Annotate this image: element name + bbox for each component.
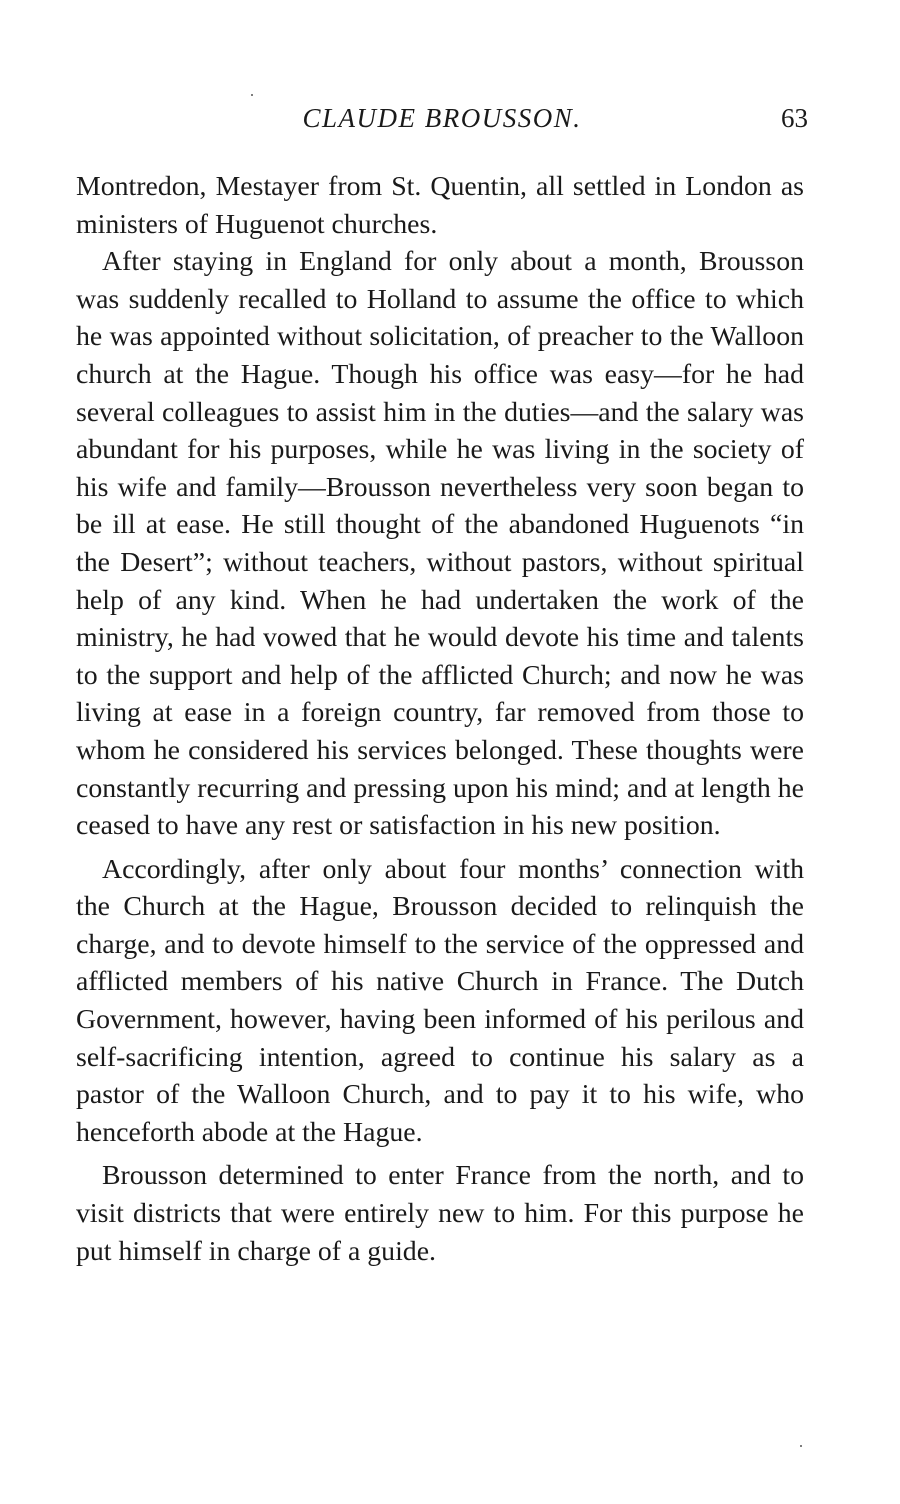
- page-header: [76, 103, 808, 143]
- paragraph: Accordingly, after only about four months’ connection with the Church at the Hague, Brousson decided to relinquish the charge, and to devote himself to the service of the oppressed and afflicted members of his native Church in France. The Dutch Government, however, having been informed of his perilous and self-sacrificing intention, agreed to continue his salary as a pastor of the Walloon Church, and to pay it to his wife, who henceforth abode at the Hague.: [76, 853, 804, 1148]
- paragraph: Brousson determined to enter France from the north, and to visit districts that were entirely new to him. For this purpose he put himself in charge of a guide.: [76, 1160, 804, 1267]
- page-number: 63: [781, 103, 808, 133]
- paragraph: After staying in England for only about a month, Brousson was suddenly recalled to Holland to assume the office to which he was appointed without solicitation, of preacher to the Walloon church at the Hague. Though his office was easy—for he had several colleagues to assist him in the duties—and the salary was abundant for his purposes, while he was living in the society of his wife and family—Brousson nevertheless very soon began to be ill at ease. He still thought of the abandoned Huguenots “in the Desert”; without teachers, without pastors, without spiritual help of any kind. When he had undertaken the work of the ministry, he had vowed that he would devote his time and talents to the support and help of the afflicted Church; and now he was living at ease in a foreign country, far removed from those to whom he considered his services belonged. These thoughts were constantly recurring and pressing upon his mind; and at length he ceased to have any rest or satisfaction in his new position.: [76, 246, 804, 842]
- print-speck: [251, 94, 253, 96]
- running-title: CLAUDE BROUSSON.: [302, 103, 582, 133]
- print-speck: [800, 1445, 802, 1447]
- paragraph-continuation: Montredon, Mestayer from St. Quentin, all settled in London as ministers of Huguenot churches.: [76, 171, 804, 240]
- body-text: [76, 168, 804, 1270]
